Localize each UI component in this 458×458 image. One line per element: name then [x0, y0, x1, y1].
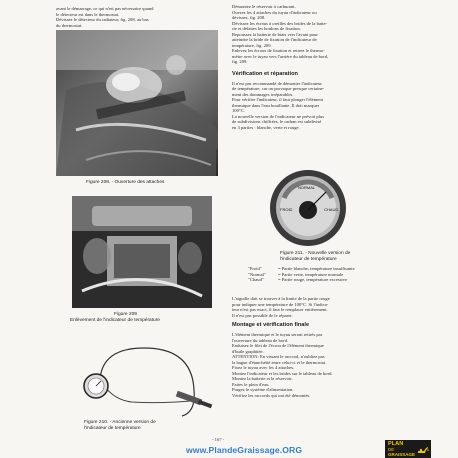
- legend-desc: = Partie rouge, température excessive: [278, 277, 348, 282]
- logo-line-3: GRAISSAGE: [388, 452, 416, 457]
- right-intro-text: Démontez le réservoir à carburant. Ouvrez les 4 attaches du tuyau d'indicateur ou dévissez, fig. 208. Dévissez les écrous à oreilles des brides de la batte- rie et défaites les boulons de fixation. Repoussez la batterie de biais vers l'avant pour atteindre la bride de fixation de l'indicateur de température, fig. 209. Enlevez les écrous de fixation et retirez le thermo- mètre avec le tuyau vers l'arrière du tableau de bord, fig. 209.: [232, 4, 329, 64]
- legend-desc: = Partie verte, température normale: [278, 271, 344, 277]
- legend-term: "Normal": [248, 271, 266, 277]
- legend-after-text: L'aiguille doit se trouver à la limite de la partie rouge pour indiquer une température de 100°C. Si l'indica- teur n'est pas exact, il faut le remplacer entièrement. Il n'est pas possible de le réparer.: [232, 296, 330, 318]
- section-verification-text: Il n'est pas recommandé de démonter l'indicateur de température, car on provoque presque certaine- ment des dommages irréparables. Pour vérifier l'indicateur, il faut plonger l'élément thermique dans l'eau bouillante. Il doit marquer 100°C. La nouvelle version de l'indicateur ne prévoit plus de subdivisions chiffrées, le cadran est subdivisé en 3 parties : blanche, verte et rouge.: [232, 80, 325, 130]
- figure-210-caption: Figure 210. - Ancienne version de l'indicateur de température: [84, 420, 156, 431]
- page-number: - 167 -: [212, 437, 225, 442]
- figure-210-gauge-photo: [72, 340, 218, 424]
- left-column: [56, 6, 218, 31]
- legend-term: "Chaud": [248, 277, 264, 282]
- right-lower: [232, 296, 402, 401]
- gauge-label-hot: CHAUD: [324, 207, 339, 212]
- figure-209-photo: [72, 196, 212, 308]
- gauge-label-normal: NORMAL: [298, 185, 316, 190]
- section-montage-text: L'élément thermique et le tuyau seront retirés par l'ouverture du tableau de bord. Enduisez le filet de l'écrou de l'élément thermique d'huile graphitée. ATTENTION: En vissant le raccord, n'oubliez pas la bague d'étanchéité entre celui-ci et le thermostat. Fixez le tuyau avec les 4 attaches. Montez l'indicateur et les brides sur le tableau de bord. Montez la batterie et le réservoir. Faites le plein d'eau. Purgez le système d'alimentation. Vérifiez les raccords qui ont été démontés.: [232, 332, 333, 398]
- legend-term: "Froid": [248, 266, 262, 271]
- oil-can-icon: [417, 443, 429, 455]
- legend-desc: = Partie blanche, température insuffisante: [278, 266, 355, 271]
- left-intro-text: avant le démarrage, ce qui n'est pas nécessaire quand le détecteur est dans le thermostat. Dévissez le détecteur du radiateur, fig. 208, au bas du thermostat.: [56, 6, 154, 28]
- right-column: [232, 4, 400, 133]
- gauge-label-cold: FROID: [280, 207, 293, 212]
- logo-line-2: DE: [388, 447, 395, 452]
- figure-208-caption: Figure 208. - Ouverture des attaches: [86, 180, 165, 185]
- section-verification-title: Vérification et réparation: [232, 70, 298, 77]
- section-montage-title: Montage et vérification finale: [232, 322, 310, 328]
- temperature-legend: [248, 266, 416, 283]
- figure-211-caption: Figure 211. - Nouvelle version de l'indicateur de température: [280, 251, 351, 262]
- watermark: www.PlandeGraissage.ORG: [186, 445, 303, 455]
- figure-209-caption-number: Figure 209: [114, 312, 137, 317]
- legend-row: [248, 277, 416, 283]
- figure-209-caption-title: Enlèvement de l'indicateur de température: [70, 318, 160, 323]
- figure-208-photo: [56, 30, 218, 176]
- logo-line-1: PLAN: [388, 441, 404, 447]
- figure-211-gauge: [268, 168, 348, 248]
- plan-de-graissage-logo: [385, 440, 431, 458]
